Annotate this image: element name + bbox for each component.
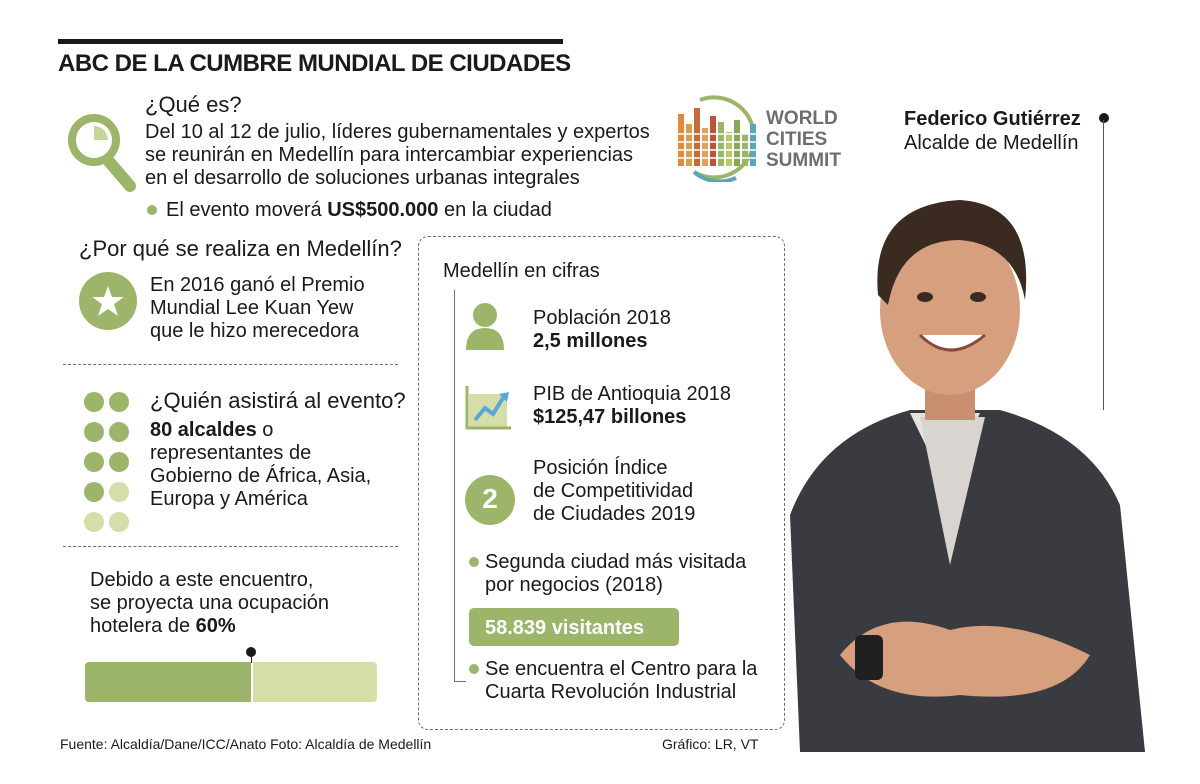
quien-line-2: representantes de <box>150 442 312 464</box>
quien-line-4: Europa y América <box>150 488 308 510</box>
ocupacion-line-3: hotelera de 60% <box>90 615 236 637</box>
logo-text-summit: SUMMIT <box>766 150 841 171</box>
posicion-line-1: Posición Índice <box>533 457 668 479</box>
magnifier-icon <box>66 112 140 194</box>
bullet-dot <box>469 664 479 674</box>
footer-credit: Gráfico: LR, VT <box>662 736 759 752</box>
bullet-dot <box>147 205 157 215</box>
leader-dot <box>1099 113 1109 123</box>
alcaldes-count: 80 alcaldes <box>150 419 257 441</box>
world-cities-summit-logo <box>676 94 856 182</box>
person-role: Alcalde de Medellín <box>904 132 1079 154</box>
visitantes-value: 58.839 visitantes <box>485 617 644 639</box>
bullet-dot <box>469 557 479 567</box>
logo-text-world: WORLD <box>766 108 838 129</box>
growth-chart-icon <box>463 380 515 432</box>
ocupacion-line-2: se proyecta una ocupación <box>90 592 330 614</box>
visitada-line-2: por negocios (2018) <box>485 574 663 596</box>
attendee-dots <box>84 392 134 532</box>
occupancy-fill <box>85 662 253 702</box>
cifras-heading: Medellín en cifras <box>443 260 600 282</box>
que-es-heading: ¿Qué es? <box>145 92 242 117</box>
posicion-line-3: de Ciudades 2019 <box>533 503 696 525</box>
poblacion-value: 2,5 millones <box>533 330 648 352</box>
poblacion-label: Población 2018 <box>533 307 671 329</box>
quien-line-bold: 80 alcaldes o <box>150 419 274 441</box>
pib-value: $125,47 billones <box>533 406 687 428</box>
que-es-line-3: en el desarrollo de soluciones urbanas integrales <box>145 167 580 189</box>
por-que-line-1: En 2016 ganó el Premio <box>150 274 365 296</box>
footer-source: Fuente: Alcaldía/Dane/ICC/Anato Foto: Alcaldía de Medellín <box>60 736 432 752</box>
logo-text-cities: CITIES <box>766 129 828 150</box>
que-es-line-2: se reunirán en Medellín para intercambiar experiencias <box>145 144 634 166</box>
por-que-line-3: que le hizo merecedora <box>150 320 360 342</box>
position-number: 2 <box>482 483 498 514</box>
cifras-timeline-cap <box>454 681 466 682</box>
star-icon <box>79 272 137 330</box>
que-es-bullet: El evento moverá US$500.000 en la ciudad <box>166 199 552 221</box>
portrait-photo <box>760 185 1145 752</box>
person-name: Federico Gutiérrez <box>904 108 1081 130</box>
por-que-line-2: Mundial Lee Kuan Yew <box>150 297 354 319</box>
ocupacion-line-1: Debido a este encuentro, <box>90 569 314 591</box>
pib-label: PIB de Antioquia 2018 <box>533 383 731 405</box>
centro-line-2: Cuarta Revolución Industrial <box>485 681 737 703</box>
divider-2 <box>63 546 398 547</box>
divider-1 <box>63 364 398 365</box>
posicion-line-2: de Competitividad <box>533 480 694 502</box>
event-amount: US$500.000 <box>327 199 439 221</box>
quien-heading: ¿Quién asistirá al evento? <box>150 388 406 413</box>
occupancy-marker-line <box>251 655 252 663</box>
quien-line-3: Gobierno de África, Asia, <box>150 465 372 487</box>
occupancy-bar <box>85 662 377 702</box>
cifras-timeline <box>454 290 455 682</box>
centro-line-1: Se encuentra el Centro para la <box>485 658 758 680</box>
person-icon <box>462 300 508 352</box>
page-title: ABC DE LA CUMBRE MUNDIAL DE CIUDADES <box>58 50 571 77</box>
title-rule <box>58 39 563 44</box>
por-que-heading: ¿Por qué se realiza en Medellín? <box>79 236 402 261</box>
que-es-line-1: Del 10 al 12 de julio, líderes gubernamentales y expertos <box>145 121 650 143</box>
visitada-line-1: Segunda ciudad más visitada <box>485 551 747 573</box>
ocupacion-percent: 60% <box>195 615 236 637</box>
